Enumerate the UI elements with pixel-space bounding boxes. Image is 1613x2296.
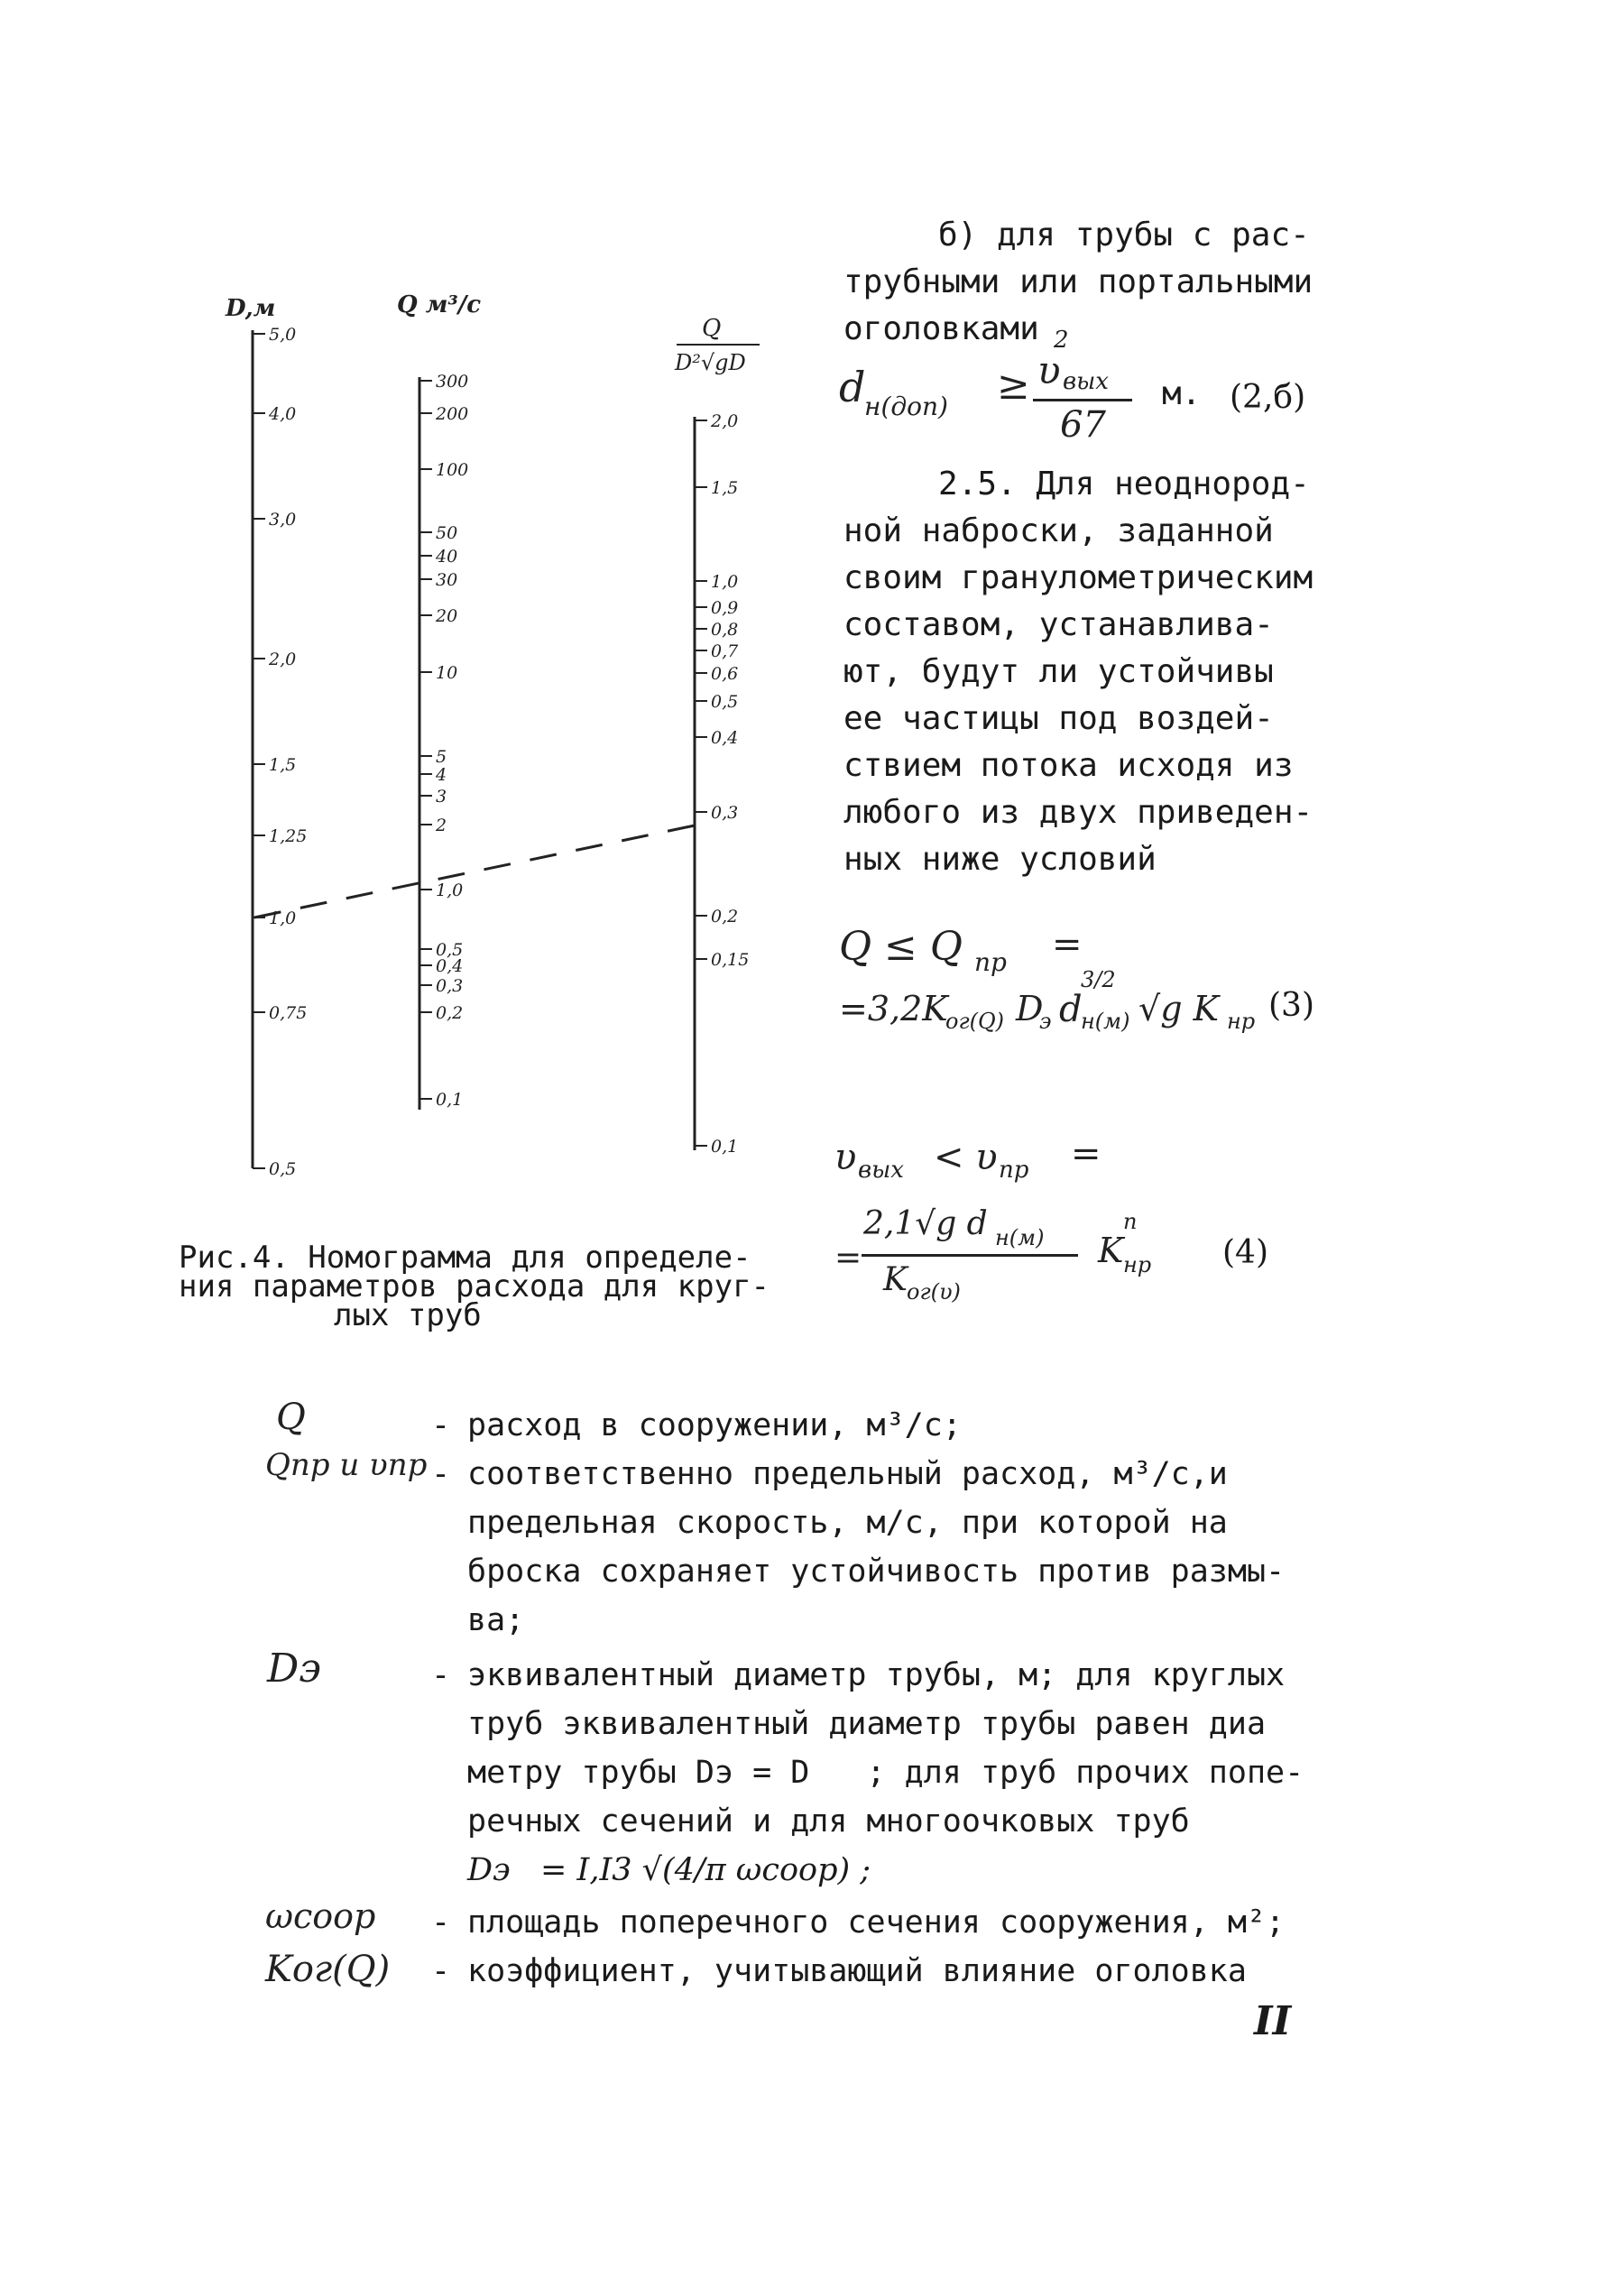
scale-tick-label: 30 (436, 570, 458, 590)
scale-tick-label: 0,5 (436, 940, 464, 960)
def-dash: - (431, 1657, 451, 1693)
scale-tick-label: 1,5 (711, 478, 739, 498)
formula-3-line2-c: d (1059, 989, 1083, 1030)
def-de-line-4: речных сечений и для многоочковых труб (467, 1803, 1190, 1840)
def-de-line-2: труб эквивалентный диаметр трубы равен диа (467, 1706, 1267, 1742)
caption-line-2: ния параметров расхода для круг- (179, 1268, 770, 1305)
def-de-line-3: метру трубы Dэ = D ; для труб прочих попе- (467, 1755, 1304, 1791)
def-symbol-k: Kог(Q) (265, 1949, 391, 1990)
scale-tick-label: 0,5 (269, 1159, 297, 1179)
axis3-label-num: Q (702, 315, 722, 342)
para-2-5-line-8: любого из двух приведен- (843, 794, 1313, 831)
scale-tick-label: 10 (436, 663, 458, 683)
def-q-line-1: расход в сооружении, м³/с; (467, 1407, 962, 1443)
formula-3-line2-a-sub: ог(Q) (945, 1009, 1004, 1034)
formula-2b-number: (2,б) (1230, 379, 1306, 416)
def-de-line-1: эквивалентный диаметр трубы, м; для круглых (467, 1657, 1286, 1693)
para-2-5-line-3: своим гранулометрическим (843, 559, 1313, 596)
formula-4-line1-mid-sub: пр (999, 1157, 1029, 1184)
formula-2b-numerator: υ (1037, 348, 1061, 392)
axis2-label: Q м³/с (397, 291, 482, 318)
para-2-5-line-4: составом, устанавлива- (843, 606, 1274, 643)
scale-tick-label: 0,75 (269, 1003, 308, 1023)
scale-tick-label: 100 (436, 460, 469, 480)
scale-tick-label: 20 (436, 606, 458, 626)
def-dash: - (431, 1456, 451, 1492)
def-symbol-omega: ωсоор (265, 1896, 376, 1936)
axis3-ticks (695, 411, 749, 1157)
scale-tick-label: 0,2 (711, 907, 739, 927)
def-dash: - (431, 1407, 451, 1443)
item-b-line-2: трубными или портальными (843, 263, 1313, 300)
scale-tick-label: 0,7 (711, 641, 739, 661)
para-2-5-line-1: 2.5. Для неоднород- (938, 466, 1310, 503)
def-qpr-line-1: соответственно предельный расход, м³/с,и (467, 1456, 1228, 1492)
scale-tick-label: 0,5 (711, 692, 739, 712)
formula-4-denominator: K (883, 1261, 908, 1298)
item-b-line-1: б) для трубы с рас- (938, 217, 1310, 254)
formula-4-num-sub: н(м) (995, 1225, 1045, 1250)
caption-line-1: Рис.4. Номограмма для определе- (179, 1240, 751, 1276)
def-k-line-1: коэффициент, учитывающий влияние оголовка (467, 1953, 1247, 1989)
formula-3-line2-c-sup: 3/2 (1081, 967, 1116, 992)
formula-3-line2-d: √g K (1138, 989, 1220, 1028)
formula-3-line2-b-sub: э (1039, 1009, 1052, 1034)
scale-tick-label: 3,0 (269, 510, 297, 530)
formula-4-line1: υ (834, 1137, 857, 1178)
nomogram (207, 280, 785, 1209)
formula-3-line1-tail: = (1052, 924, 1083, 965)
axis1-ticks (253, 325, 307, 1179)
formula-3 (839, 911, 1344, 1056)
item-b-line-3: оголовками (843, 310, 1039, 347)
def-symbol-de: Dэ (267, 1646, 321, 1692)
formula-2b-relation: ≥ (997, 363, 1030, 409)
scale-tick-label: 300 (436, 372, 469, 392)
formula-4-line1-sub: вых (858, 1157, 904, 1184)
formula-2b-lhs: d (839, 363, 866, 411)
formula-4-den-sub: ог(υ) (907, 1279, 961, 1305)
scale-tick-label: 2 (436, 816, 447, 835)
scale-tick-label: 2,0 (711, 411, 739, 431)
scale-tick-label: 1,0 (711, 572, 739, 592)
axis2-ticks (419, 372, 468, 1110)
scale-tick-label: 0,8 (711, 620, 739, 640)
scale-tick-label: 50 (436, 523, 458, 543)
formula-4-numerator: 2,1√g d (863, 1205, 988, 1242)
formula-4-tail-sup: п (1123, 1209, 1138, 1234)
example-key-line (254, 825, 695, 917)
formula-3-line2-b: D (1016, 989, 1044, 1028)
para-2-5-line-6: ее частицы под воздей- (843, 700, 1274, 737)
formula-3-line2-d-sub: нр (1227, 1009, 1256, 1034)
formula-3-line1: Q ≤ Q (839, 924, 963, 970)
formula-2b-num-sub: вых (1063, 368, 1109, 395)
scale-tick-label: 0,9 (711, 598, 739, 618)
para-2-5-line-2: ной наброски, заданной (843, 512, 1274, 549)
scale-tick-label: 0,3 (436, 976, 464, 996)
scale-tick-label: 40 (436, 547, 458, 567)
def-qpr-line-4: ва; (467, 1602, 525, 1638)
def-qpr-line-2: предельная скорость, м/с, при которой на (467, 1505, 1228, 1541)
def-omega-line-1: площадь поперечного сечения сооружения, м²; (467, 1904, 1286, 1941)
formula-4-number: (4) (1222, 1234, 1268, 1271)
para-2-5-line-7: ствием потока исходя из (843, 747, 1294, 784)
formula-2b-num-sup: 2 (1054, 327, 1069, 354)
formula-4-eq: = (834, 1240, 862, 1277)
def-symbol-q: Q (276, 1397, 306, 1438)
formula-4-fraction-bar (862, 1254, 1078, 1257)
def-dash: - (431, 1904, 451, 1941)
para-2-5-line-9: ных ниже условий (843, 841, 1157, 878)
scale-tick-label: 0,1 (436, 1090, 464, 1110)
scale-tick-label: 0,1 (711, 1137, 739, 1157)
scale-tick-label: 200 (436, 404, 469, 424)
scale-tick-label: 0,4 (711, 728, 739, 748)
para-2-5-line-5: ют, будут ли устойчивы (843, 653, 1274, 690)
def-qpr-line-3: броска сохраняет устойчивость против размы- (467, 1554, 1286, 1590)
formula-4-tail: K (1098, 1231, 1124, 1270)
def-de-formula: Dэ = I,I3 √(4/π ωсоор) ; (467, 1852, 871, 1888)
scale-tick-label: 5,0 (269, 325, 297, 345)
def-symbol-qpr-vpr: Qпр и υпр (265, 1447, 428, 1483)
formula-3-number: (3) (1268, 987, 1314, 1024)
axis1-label: D,м (226, 295, 276, 322)
page-number: II (1254, 1998, 1292, 2044)
scale-tick-label: 3 (436, 787, 447, 807)
formula-2b-fraction-bar (1033, 399, 1132, 401)
formula-2b-denominator: 67 (1060, 404, 1106, 446)
scale-tick-label: 0,2 (436, 1003, 464, 1023)
formula-3-line2-c-sub: н(м) (1081, 1009, 1130, 1034)
scale-tick-label: 0,6 (711, 664, 739, 684)
formula-4-line1-tail: = (1071, 1133, 1101, 1175)
scale-tick-label: 1,25 (269, 826, 308, 846)
caption-line-3: лых труб (334, 1297, 482, 1333)
axis3-label-den: D²√gD (675, 350, 746, 375)
formula-4 (834, 1128, 1340, 1308)
formula-2b-unit: м. (1162, 375, 1202, 412)
scale-tick-label: 0,15 (711, 950, 750, 970)
formula-2b-lhs-sub: н(доп) (864, 392, 948, 421)
def-dash: - (431, 1953, 451, 1989)
scale-tick-label: 0,3 (711, 803, 739, 823)
scale-tick-label: 1,0 (436, 881, 464, 900)
scale-tick-label: 2,0 (269, 650, 297, 669)
scale-tick-label: 0,4 (436, 956, 464, 976)
formula-3-line2-a: =3,2K (839, 989, 948, 1028)
scale-tick-label: 1,0 (269, 908, 297, 928)
scale-tick-label: 4 (436, 765, 447, 785)
scale-tick-label: 4,0 (269, 404, 297, 424)
formula-4-tail-sub: нр (1123, 1252, 1152, 1277)
formula-3-line1-sub: пр (974, 947, 1007, 977)
scale-tick-label: 5 (436, 747, 447, 767)
formula-4-line1-mid: < υ (934, 1137, 998, 1178)
scale-tick-label: 1,5 (269, 755, 297, 775)
